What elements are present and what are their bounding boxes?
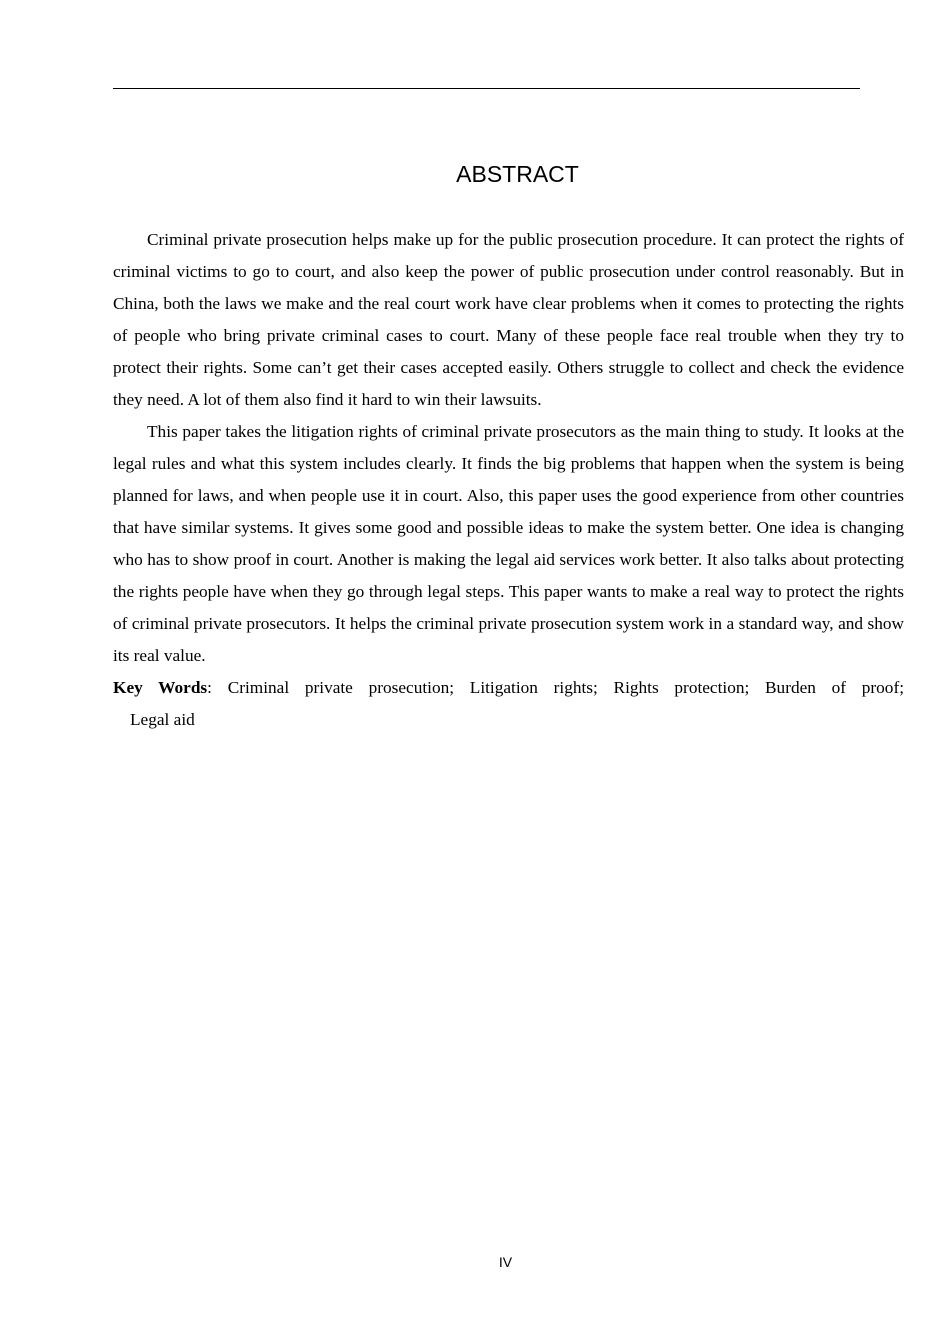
keywords-continuation: Legal aid: [130, 710, 195, 729]
keywords-label: Key Words: [113, 678, 208, 697]
header-rule: [113, 88, 860, 89]
keywords-line: [113, 672, 904, 704]
page-number: IV: [498, 1254, 513, 1270]
abstract-paragraph-1: Criminal private prosecution helps make up for the public prosecution procedure. It can protect the rights of criminal victims to go to court, and also keep the power of public prosecution under control reasonably. But in China, both the laws we make and the real court work have clear problems when it comes to protecting the rights of people who bring private criminal cases to court. Many of these people face real trouble when they try to protect their rights. Some can’t get their cases accepted easily. Others struggle to collect and check the evidence they need. A lot of them also find it hard to win their lawsuits.: [113, 230, 904, 409]
keywords-separator: :: [207, 678, 228, 697]
keywords-list: Criminal private prosecution; Litigation rights; Rights protection; Burden of proof;: [227, 678, 904, 697]
abstract-body: [113, 224, 904, 736]
abstract-paragraph-2: This paper takes the litigation rights of criminal private prosecutors as the main thing to study. It looks at the legal rules and what this system includes clearly. It finds the big problems that happen when the system is being planned for laws, and when people use it in court. Also, this paper uses the good experience from other countries that have similar systems. It gives some good and possible ideas to make the system better. One idea is changing who has to show proof in court. Another is making the legal aid services work better. It also talks about protecting the rights people have when they go through legal steps. This paper wants to make a real way to protect the rights of criminal private prosecutors. It helps the criminal private prosecution system work in a standard way, and show its real value.: [113, 422, 904, 665]
page-title: ABSTRACT: [456, 161, 579, 187]
